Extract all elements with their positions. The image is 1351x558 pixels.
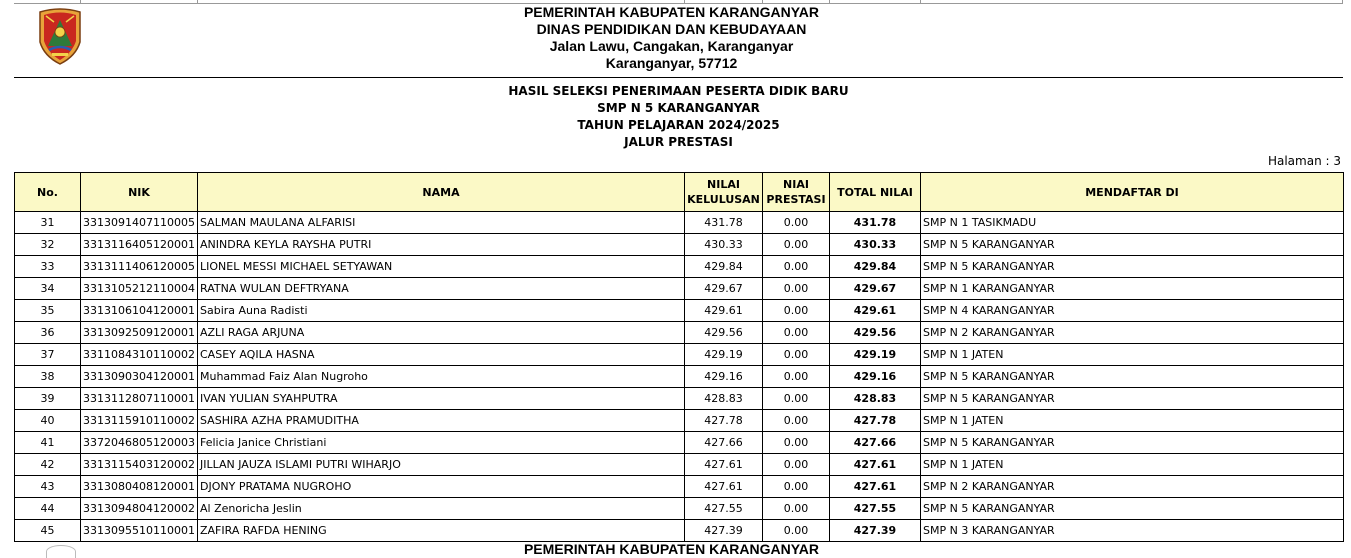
cell-total-nilai: 429.67	[830, 278, 921, 300]
cell-mendaftar-di: SMP N 5 KARANGANYAR	[921, 388, 1344, 410]
cell-nik: 3313095510110001	[81, 520, 198, 542]
cell-total-nilai: 429.84	[830, 256, 921, 278]
cell-nik: 3313090304120001	[81, 366, 198, 388]
cell-nik: 3313092509120001	[81, 322, 198, 344]
cell-nilai-prestasi: 0.00	[763, 476, 830, 498]
cell-no: 37	[15, 344, 81, 366]
cell-nama: Muhammad Faiz Alan Nugroho	[198, 366, 685, 388]
cell-mendaftar-di: SMP N 2 KARANGANYAR	[921, 322, 1344, 344]
cell-nilai-prestasi: 0.00	[763, 300, 830, 322]
cell-nilai-kelulusan: 429.56	[685, 322, 763, 344]
cell-total-nilai: 427.78	[830, 410, 921, 432]
table-row	[15, 256, 1344, 278]
cell-nik: 3313080408120001	[81, 476, 198, 498]
cell-nama: CASEY AQILA HASNA	[198, 344, 685, 366]
cell-nama: JILLAN JAUZA ISLAMI PUTRI WIHARJO	[198, 454, 685, 476]
cell-nilai-kelulusan: 430.33	[685, 234, 763, 256]
letterhead-agency: DINAS PENDIDIKAN DAN KEBUDAYAAN	[536, 21, 807, 37]
cell-nilai-kelulusan: 429.19	[685, 344, 763, 366]
letterhead-divider	[14, 77, 1343, 78]
table-body	[15, 212, 1344, 542]
cell-nama: ZAFIRA RAFDA HENING	[198, 520, 685, 542]
cell-nilai-kelulusan: 429.61	[685, 300, 763, 322]
cell-nik: 3313105212110004	[81, 278, 198, 300]
cell-total-nilai: 429.16	[830, 366, 921, 388]
column-header-nilai-kelulusan-line1: NILAI	[707, 178, 740, 191]
cell-nik: 3311084310110002	[81, 344, 198, 366]
cell-total-nilai: 431.78	[830, 212, 921, 234]
cell-nama: LIONEL MESSI MICHAEL SETYAWAN	[198, 256, 685, 278]
cell-nilai-prestasi: 0.00	[763, 498, 830, 520]
table-row	[15, 234, 1344, 256]
cell-mendaftar-di: SMP N 1 JATEN	[921, 410, 1344, 432]
cell-nama: RATNA WULAN DEFTRYANA	[198, 278, 685, 300]
table-row	[15, 300, 1344, 322]
column-header-nilai-kelulusan-line2: KELULUSAN	[687, 193, 760, 206]
cell-no: 43	[15, 476, 81, 498]
cell-nilai-kelulusan: 429.84	[685, 256, 763, 278]
cell-mendaftar-di: SMP N 5 KARANGANYAR	[921, 234, 1344, 256]
cell-nilai-kelulusan: 427.39	[685, 520, 763, 542]
cell-nama: Sabira Auna Radisti	[198, 300, 685, 322]
cell-mendaftar-di: SMP N 1 TASIKMADU	[921, 212, 1344, 234]
column-header-nama: NAMA	[198, 173, 685, 212]
cell-nik: 3313091407110005	[81, 212, 198, 234]
cell-nilai-kelulusan: 431.78	[685, 212, 763, 234]
cell-no: 39	[15, 388, 81, 410]
column-header-no: No.	[15, 173, 81, 212]
cell-nilai-prestasi: 0.00	[763, 234, 830, 256]
letterhead-city: Karanganyar, 57712	[605, 55, 738, 71]
cell-mendaftar-di: SMP N 5 KARANGANYAR	[921, 256, 1344, 278]
cell-no: 44	[15, 498, 81, 520]
table-row	[15, 322, 1344, 344]
cell-nama: Al Zenoricha Jeslin	[198, 498, 685, 520]
title-school: SMP N 5 KARANGANYAR	[597, 101, 760, 115]
cell-nilai-kelulusan: 427.66	[685, 432, 763, 454]
cell-nilai-prestasi: 0.00	[763, 520, 830, 542]
cell-nik: 3313112807110001	[81, 388, 198, 410]
cell-mendaftar-di: SMP N 3 KARANGANYAR	[921, 520, 1344, 542]
cell-no: 36	[15, 322, 81, 344]
cell-nilai-prestasi: 0.00	[763, 322, 830, 344]
cell-no: 38	[15, 366, 81, 388]
cell-total-nilai: 429.19	[830, 344, 921, 366]
results-table	[14, 172, 1344, 542]
table-row	[15, 212, 1344, 234]
cell-total-nilai: 427.61	[830, 476, 921, 498]
cell-mendaftar-di: SMP N 2 KARANGANYAR	[921, 476, 1344, 498]
cell-nilai-prestasi: 0.00	[763, 278, 830, 300]
letterhead-government: PEMERINTAH KABUPATEN KARANGANYAR	[523, 4, 820, 20]
cell-total-nilai: 427.61	[830, 454, 921, 476]
cell-no: 45	[15, 520, 81, 542]
cell-no: 32	[15, 234, 81, 256]
cell-no: 41	[15, 432, 81, 454]
cell-nilai-prestasi: 0.00	[763, 410, 830, 432]
page-number: Halaman : 3	[1267, 154, 1341, 168]
cell-nilai-prestasi: 0.00	[763, 366, 830, 388]
cell-mendaftar-di: SMP N 1 KARANGANYAR	[921, 278, 1344, 300]
cell-nik: 3313116405120001	[81, 234, 198, 256]
letterhead	[0, 4, 1343, 72]
cell-nama: SASHIRA AZHA PRAMUDITHA	[198, 410, 685, 432]
cell-total-nilai: 427.55	[830, 498, 921, 520]
cell-nilai-kelulusan: 427.61	[685, 454, 763, 476]
column-header-total-nilai: TOTAL NILAI	[830, 173, 921, 212]
cell-mendaftar-di: SMP N 5 KARANGANYAR	[921, 498, 1344, 520]
table-row	[15, 278, 1344, 300]
cell-nilai-kelulusan: 427.55	[685, 498, 763, 520]
cell-nama: DJONY PRATAMA NUGROHO	[198, 476, 685, 498]
cell-nilai-kelulusan: 427.61	[685, 476, 763, 498]
title-selection-result: HASIL SELEKSI PENERIMAAN PESERTA DIDIK BARU	[508, 84, 849, 98]
cell-no: 35	[15, 300, 81, 322]
cell-total-nilai: 429.61	[830, 300, 921, 322]
cell-no: 31	[15, 212, 81, 234]
column-header-nilai-prestasi-line2: PRESTASI	[766, 193, 826, 206]
table-row	[15, 454, 1344, 476]
cell-mendaftar-di: SMP N 5 KARANGANYAR	[921, 432, 1344, 454]
table-header-row	[15, 173, 1344, 212]
letterhead-address: Jalan Lawu, Cangakan, Karanganyar	[549, 38, 794, 54]
table-row	[15, 476, 1344, 498]
title-academic-year: TAHUN PELAJARAN 2024/2025	[577, 118, 780, 132]
cell-no: 42	[15, 454, 81, 476]
cell-mendaftar-di: SMP N 1 JATEN	[921, 344, 1344, 366]
next-page-letterhead: PEMERINTAH KABUPATEN KARANGANYAR	[523, 541, 820, 557]
cell-total-nilai: 428.83	[830, 388, 921, 410]
table-row	[15, 410, 1344, 432]
table-row	[15, 388, 1344, 410]
cell-nik: 3313111406120005	[81, 256, 198, 278]
cell-nilai-prestasi: 0.00	[763, 344, 830, 366]
cell-total-nilai: 427.66	[830, 432, 921, 454]
cell-nama: ANINDRA KEYLA RAYSHA PUTRI	[198, 234, 685, 256]
cell-nilai-prestasi: 0.00	[763, 454, 830, 476]
cell-nilai-kelulusan: 427.78	[685, 410, 763, 432]
cell-no: 40	[15, 410, 81, 432]
cell-nama: AZLI RAGA ARJUNA	[198, 322, 685, 344]
table-row	[15, 498, 1344, 520]
cell-nik: 3313094804120002	[81, 498, 198, 520]
column-header-nik: NIK	[81, 173, 198, 212]
table-row	[15, 520, 1344, 542]
column-header-nilai-prestasi-line1: NIAI	[783, 178, 809, 191]
cell-nik: 3313115910110002	[81, 410, 198, 432]
table-row	[15, 344, 1344, 366]
cell-no: 33	[15, 256, 81, 278]
title-admission-path: JALUR PRESTASI	[624, 135, 733, 149]
column-header-nilai-kelulusan	[685, 173, 763, 212]
cell-nama: IVAN YULIAN SYAHPUTRA	[198, 388, 685, 410]
cell-nilai-kelulusan: 429.67	[685, 278, 763, 300]
cell-nama: SALMAN MAULANA ALFARISI	[198, 212, 685, 234]
cell-nik: 3313106104120001	[81, 300, 198, 322]
table-row	[15, 366, 1344, 388]
cell-total-nilai: 427.39	[830, 520, 921, 542]
cell-nik: 3372046805120003	[81, 432, 198, 454]
table-row	[15, 432, 1344, 454]
column-header-nilai-prestasi	[763, 173, 830, 212]
cell-no: 34	[15, 278, 81, 300]
cell-total-nilai: 429.56	[830, 322, 921, 344]
cell-nilai-kelulusan: 429.16	[685, 366, 763, 388]
cell-nik: 3313115403120002	[81, 454, 198, 476]
cell-nama: Felicia Janice Christiani	[198, 432, 685, 454]
cell-nilai-kelulusan: 428.83	[685, 388, 763, 410]
cell-nilai-prestasi: 0.00	[763, 432, 830, 454]
cell-nilai-prestasi: 0.00	[763, 388, 830, 410]
cell-mendaftar-di: SMP N 4 KARANGANYAR	[921, 300, 1344, 322]
cell-nilai-prestasi: 0.00	[763, 212, 830, 234]
cell-total-nilai: 430.33	[830, 234, 921, 256]
column-header-mendaftar-di: MENDAFTAR DI	[921, 173, 1344, 212]
cell-mendaftar-di: SMP N 5 KARANGANYAR	[921, 366, 1344, 388]
cell-mendaftar-di: SMP N 1 JATEN	[921, 454, 1344, 476]
document-title	[0, 83, 1351, 151]
cell-nilai-prestasi: 0.00	[763, 256, 830, 278]
